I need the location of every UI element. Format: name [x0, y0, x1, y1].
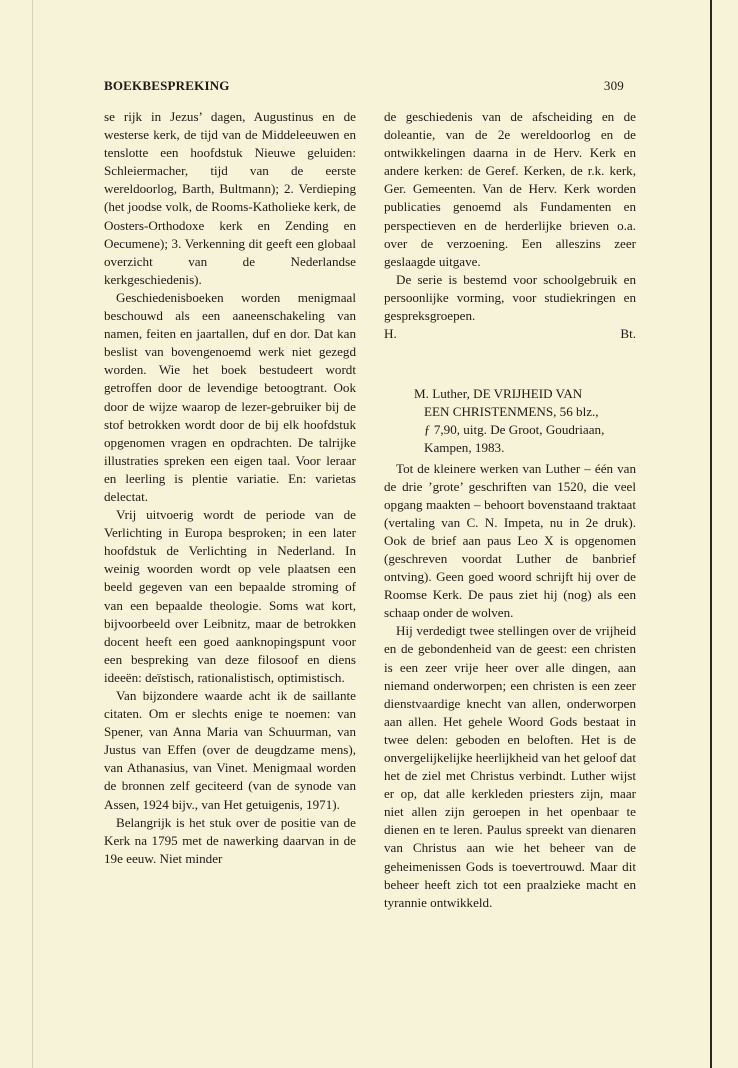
running-title: BOEKBESPREKING	[104, 78, 230, 93]
paragraph-8: Tot de kleinere werken van Luther – één van de drie ’grote’ geschriften van 1520, die veel opgang maakten – behoort bovenstaand traktaat (vertaling van C. N. Impeta, nu in 2e druk). Ook de brief aan paus Leo X is opgenomen (geschreven voordat Luther de banbrief ontving). Geen goed woord schrijft hij over de Roomse Kerk. De paus ziet hij (nog) als een schaap onder de wolven.	[384, 460, 636, 621]
signature-initial: H.	[384, 326, 397, 342]
scan-left-margin	[32, 0, 33, 1068]
paragraph-2: Geschiedenisboeken worden menigmaal beschouwd als een aaneenschakeling van namen, feiten en jaartallen, duf en dor. Dat kan beslist van bovengenoemd werk niet gezegd worden. Wie het boek bestudeert wordt getroffen door de levendige betoogtrant. Ook door de wijze waarop de lezer-gebruiker bij de stof betrokken wordt door de bij elk hoofdstuk opgenomen vragen en opdrachten. De talrijke illustraties spreken een eigen taal. Voor leraar en leerling is plentie variatie. En: varietas delectat.	[104, 289, 356, 504]
running-head	[104, 78, 626, 96]
reviewer-signature	[384, 325, 636, 343]
paragraph-3: Vrij uitvoerig wordt de periode van de Verlichting in Europa besproken; in een later hoofdstuk de Verlichting in Nederland. In weinig woorden wordt op vele plaatsen een beeld gegeven van een bepaalde stroming of van een bepaalde theologie. Soms wat kort, bijvoorbeeld over Leibnitz, maar de betrokken docent heeft een goed aanknopingspunt voor een bespreking van deze filosoof en diens ideeën: deïstisch, rationalistisch, optimistisch.	[104, 507, 356, 685]
review-heading-line-1: M. Luther, DE VRIJHEID VAN	[414, 386, 583, 402]
paragraph-6: de geschiedenis van de afscheiding en de doleantie, van de 2e wereldoorlog en de ontwikkelingen daarna in de Herv. Kerk en andere kerken: de Geref. Kerken, de r.k. kerk, Ger. Gemeenten. Van de Herv. Kerk worden publicaties genoemd als Fundamenten en perspectieven en de herderlijke brieven o.a. over de verzoening. Een alleszins zeer geslaagde uitgave.	[384, 109, 636, 269]
paragraph-4: Van bijzondere waarde acht ik de saillante citaten. Om er slechts enige te noemen: van Spener, van Anna Maria van Schuurman, van Justus van Effen (over de deugdzame mens), van Athanasius, van Vinet. Menigmaal worden de bronnen zelf geciteerd (van de synode van Assen, 1924 bijv., van Het getuigenis, 1971).	[104, 688, 356, 812]
right-column	[384, 108, 636, 912]
page-number: 309	[603, 78, 624, 93]
review-heading-line-2: EEN CHRISTENMENS, 56 blz.,	[424, 404, 599, 420]
review-heading-line-4: Kampen, 1983.	[424, 440, 505, 456]
paragraph-7: De serie is bestemd voor schoolgebruik en persoonlijke vorming, voor studiekringen en gespreksgroepen.	[384, 271, 636, 324]
paragraph-9: Hij verdedigt twee stellingen over de vrijheid en de gebondenheid van de geest: een christen is een zeer vrije heer over alle dingen, aan niemand onderworpen; een christen is een zeer dienstvaardige knecht van allen, onderworpen aan allen. Het gehele Woord Gods bestaat in twee delen: geboden en beloften. Het is de onvergelijkelijke heerlijkheid van het geloof dat het de ziel met Christus verbindt. Luther wijst er op, dat alle kerkleden priesters zijn, maar niet allen zijn geroepen in het openbaar te dienen en te leren. Paulus spreekt van dienaren van Christus aan wie het beheer van de geheimenissen Gods is toevertrouwd. Maar dit beheer heeft zich tot een praalzieke macht en tyrannie ontwikkeld.	[384, 623, 636, 910]
paragraph-1: se rijk in Jezus’ dagen, Augustinus en de westerse kerk, de tijd van de Middeleeuwen en tenslotte een hoofdstuk Nieuwe geluiden: Schleiermacher, tijd van de eerste wereldoorlog, Barth, Bultmann); 2. Verdieping (het joodse volk, de Rooms-Katholieke kerk, de Oosters-Orthodoxe kerk en Zending en Oecumene); 3. Verkenning dit geeft een globaal overzicht van de Nederlandse kerkgeschiedenis).	[104, 109, 356, 287]
review-heading	[414, 385, 636, 457]
signature-name: Bt.	[620, 326, 636, 342]
left-column	[104, 108, 356, 868]
page-edge-line	[710, 0, 712, 1068]
review-heading-line-3: ƒ 7,90, uitg. De Groot, Goudriaan,	[424, 422, 605, 438]
paragraph-5: Belangrijk is het stuk over de positie van de Kerk na 1795 met de nawerking daarvan in de 19e eeuw. Niet minder	[104, 814, 356, 866]
